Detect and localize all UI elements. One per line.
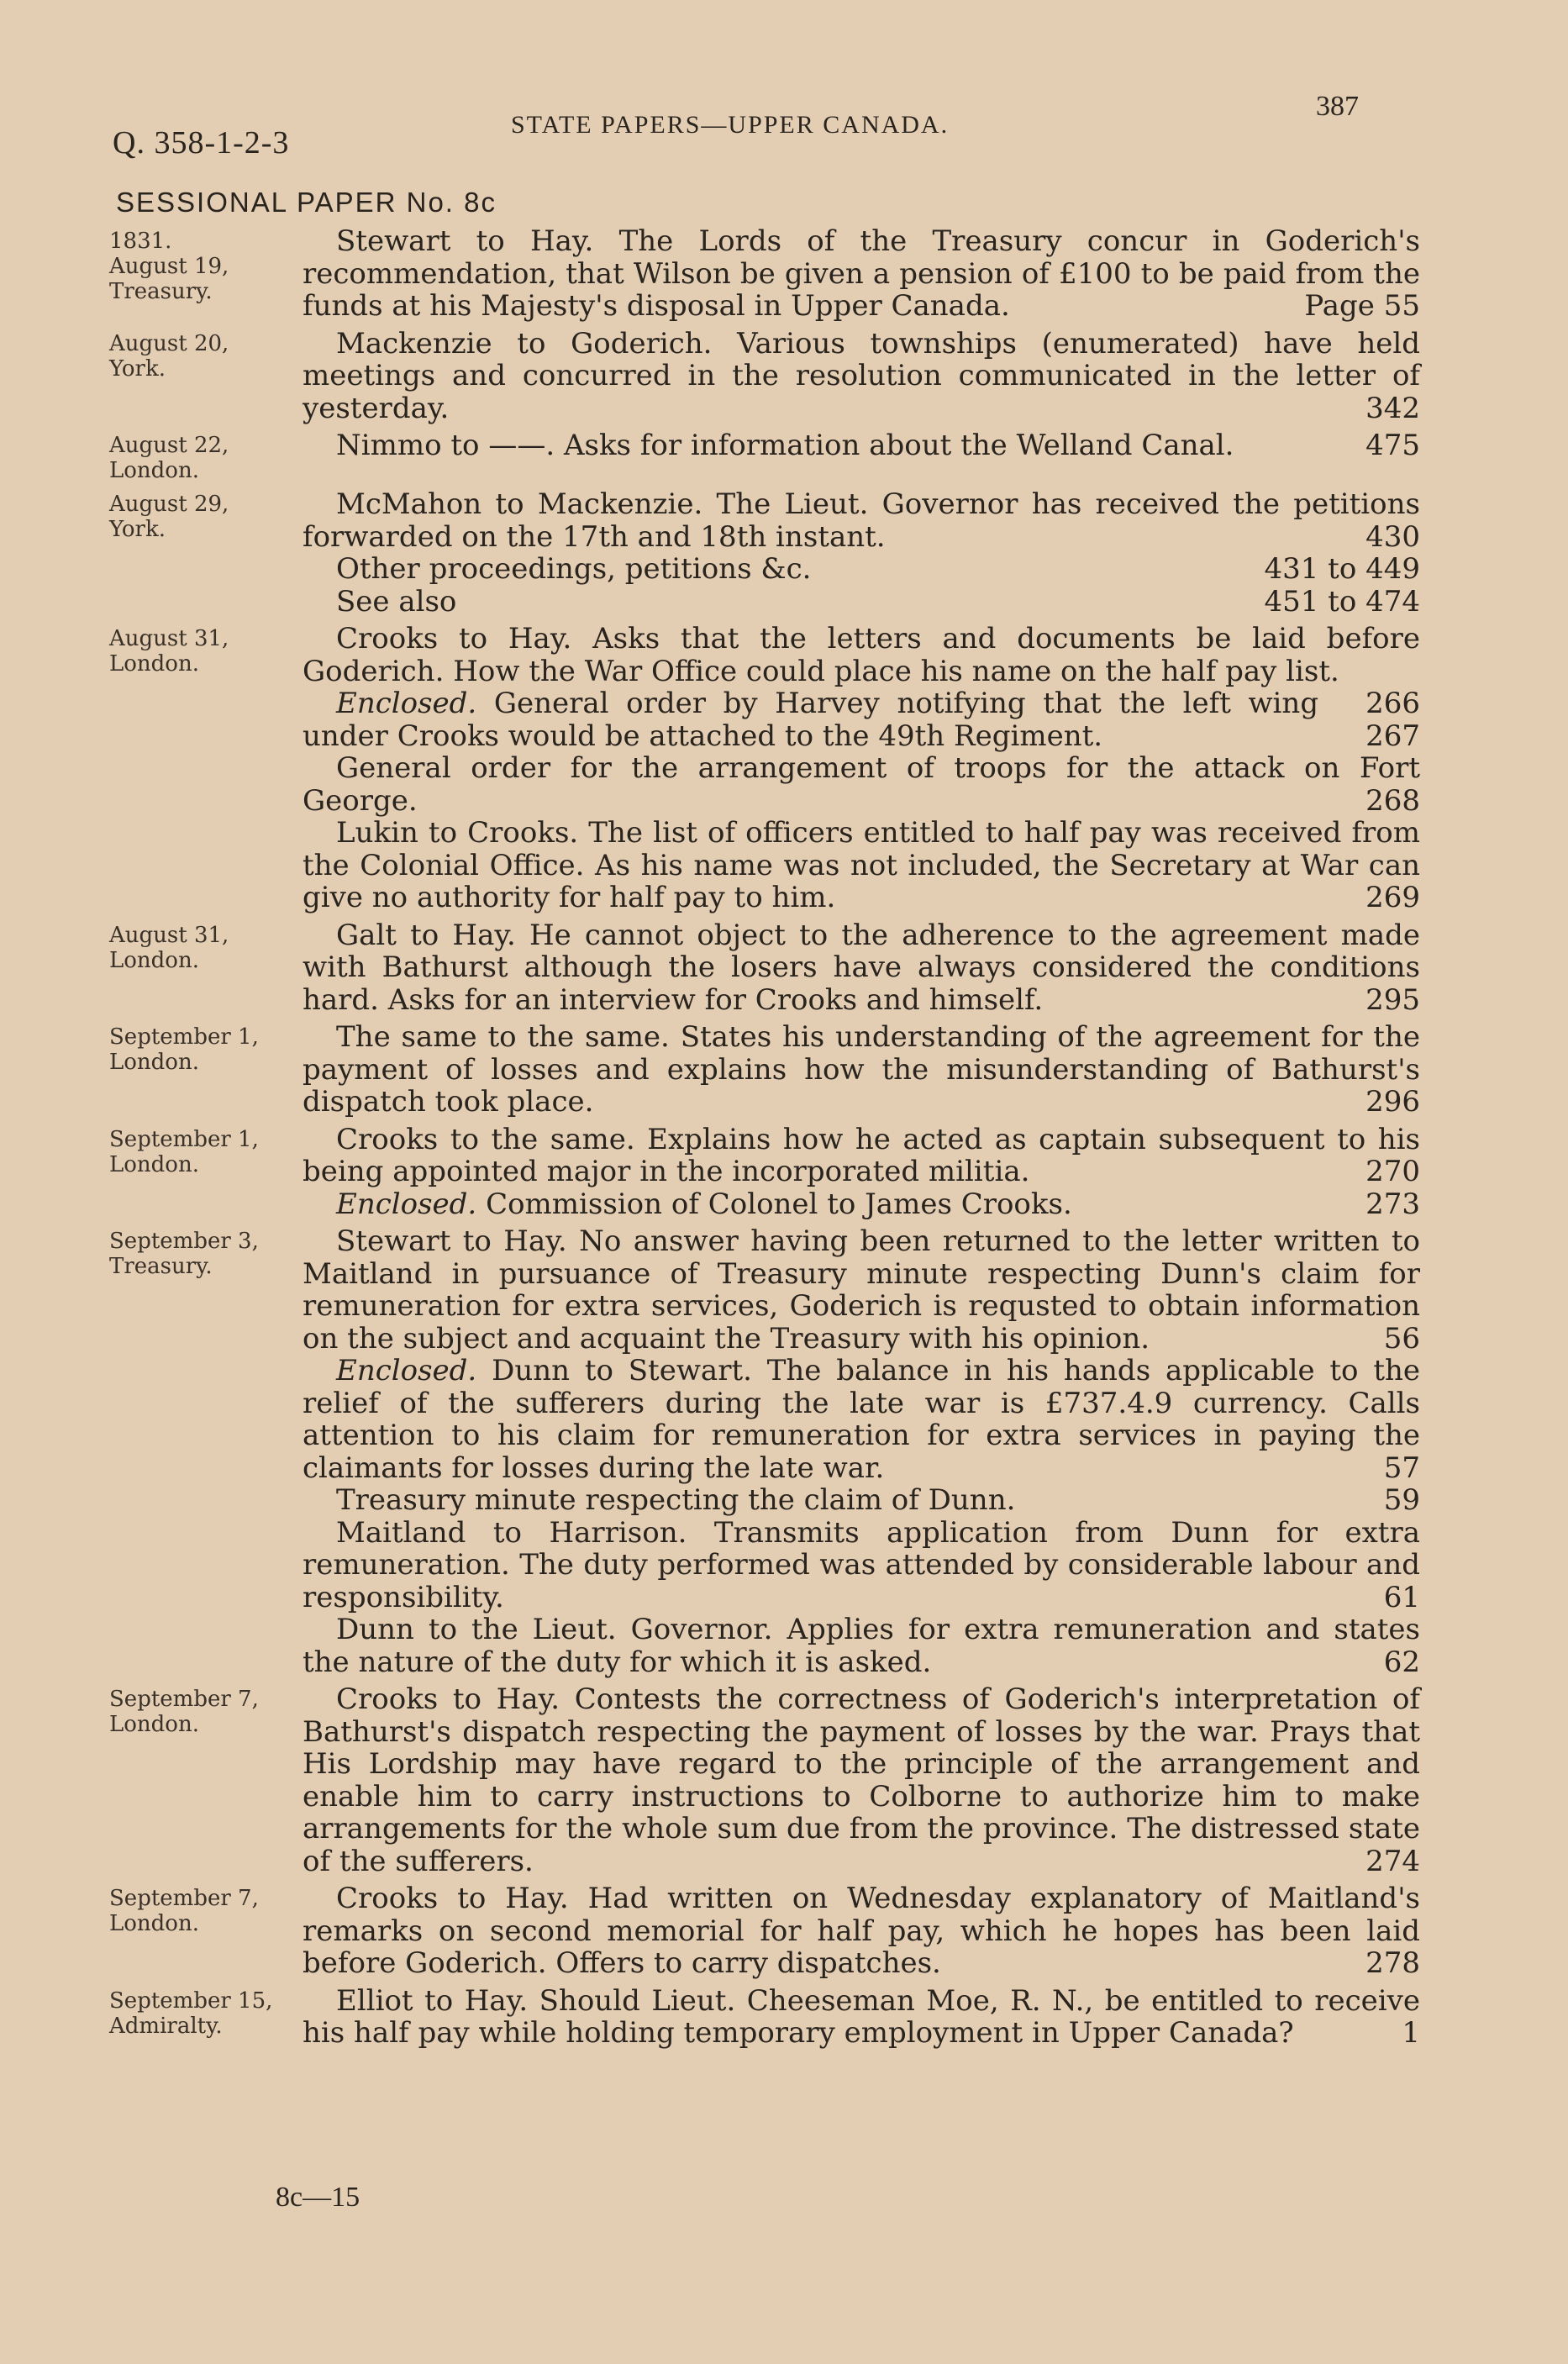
entry-date-line: York. [109,517,166,542]
entry-body [303,1021,1420,1119]
archive-reference: Q. 358-1-2-3 [113,125,290,161]
entry-text: McMahon to Mackenzie. The Lieut. Governor has received the petitions forwarded on the 17th and 18th instant. [303,487,1420,554]
page-reference: 59 [1383,1483,1420,1517]
entry-date-line: August 22, [109,433,229,458]
entry-body [303,1683,1420,1877]
entry-text: General order for the arrangement of troops for the attack on Fort George. [303,751,1420,818]
entry-date [109,429,303,483]
entry-body [303,623,1420,914]
entry-text: See also [336,584,457,619]
entry-body [303,919,1420,1017]
entry-paragraph [303,553,1420,586]
entry-body [303,225,1420,323]
entry-date-line: September 3, [109,1229,259,1254]
page-reference: 266 [1365,687,1420,720]
page-reference: Page 55 [1304,289,1420,323]
calendar-entry [109,623,1420,914]
page-reference: 270 [1365,1155,1420,1188]
entry-date-line: August 20, [109,330,229,356]
entry-body [303,429,1420,483]
entry-date [109,1225,303,1678]
page-reference: 267 [1365,719,1420,753]
entry-text: Galt to Hay. He cannot object to the adherence to the agreement made with Bathurst although the losers have always considered the conditions hard. Asks for an interview for Crooks and himself. [303,918,1420,1017]
entry-text: Other proceedings, petitions &c. [336,552,812,586]
entry-paragraph [303,1124,1420,1188]
entry-paragraph [303,687,1420,752]
entry-date-line: September 7, [109,1687,259,1712]
entry-paragraph [303,429,1420,462]
calendar-entry [109,1124,1420,1221]
page-reference: 62 [1383,1645,1420,1679]
page-reference: 295 [1365,982,1420,1017]
entry-paragraph [303,328,1420,425]
entry-date-line: Treasury. [109,1254,213,1279]
entry-date [109,1124,303,1221]
entry-body [303,1124,1420,1221]
page-reference: 451 to 474 [1264,584,1420,619]
entry-date-line: August 31, [109,922,229,948]
calendar-entry [109,919,1420,1017]
page-reference: 342 [1365,391,1420,425]
entry-text: Treasury minute respecting the claim of Dunn. [336,1483,1016,1517]
page-reference: 430 [1365,519,1420,554]
page-reference: 56 [1383,1321,1420,1356]
page-reference: 278 [1365,1946,1420,1980]
entry-text: Nimmo to ——. Asks for information about the Welland Canal. [336,429,1234,462]
entry-text: Elliot to Hay. Should Lieut. Cheeseman Moe, R. N., be entitled to receive his half pay while holding temporary employment in Upper Canada? [303,1983,1420,2050]
calendar-entry [109,225,1420,323]
entry-date [109,1985,303,2050]
entry-text: Crooks to Hay. Had written on Wednesday explanatory of Maitland's remarks on second memorial for half pay, which he hopes has been laid before Goderich. Offers to carry dispatches. [303,1882,1420,1980]
entry-text: Dunn to Stewart. The balance in his hands applicable to the relief of the sufferers during the late war is £737.4.9 currency. Calls attention to his claim for remuneration for extra services in paying the claimants for losses during the late war. [303,1354,1420,1485]
entry-body [303,1985,1420,2050]
entry-text: Maitland to Harrison. Transmits application from Dunn for extra remuneration. The duty performed was attended by considerable labour and responsibility. [303,1515,1420,1614]
entry-paragraph [303,488,1420,553]
entry-date-line: London. [109,1151,199,1177]
entry-date-line: London. [109,1712,199,1737]
page-reference: 475 [1365,429,1420,462]
entry-paragraph [303,752,1420,817]
entry-paragraph [303,817,1420,914]
entry-paragraph [303,225,1420,323]
entry-date-line: London. [109,651,199,677]
entry-date [109,488,303,618]
sessional-paper-label: SESSIONAL PAPER No. 8c [116,187,497,218]
entry-body [303,1882,1420,1980]
calendar-entry [109,1683,1420,1877]
entry-date-line: August 29, [109,492,229,517]
entry-text: Lukin to Crooks. The list of officers entitled to half pay was received from the Colonial Office. As his name was not included, the Secretary at War can give no authority for half pay to him. [303,816,1420,914]
page-reference: 1 [1402,2016,1420,2050]
page-reference: 61 [1383,1580,1420,1614]
entry-paragraph [303,1021,1420,1119]
entry-paragraph [303,1683,1420,1877]
calendar-entry [109,1225,1420,1678]
calendar-entry [109,1882,1420,1980]
running-title: STATE PAPERS—UPPER CANADA. [511,111,950,139]
entry-body [303,328,1420,425]
entry-date-line: September 15, [109,1988,273,2014]
entry-date-line: August 31, [109,626,229,651]
entry-date [109,1882,303,1980]
entry-date-line: London. [109,947,199,973]
entry-date [109,225,303,323]
entry-date-line: York. [109,355,166,382]
entry-body [303,1225,1420,1678]
signature-mark: 8c—15 [276,2182,360,2213]
entry-date-line: September 1, [109,1024,259,1050]
entry-text: Dunn to the Lieut. Governor. Applies for extra remuneration and states the nature of the duty for which it is asked. [303,1613,1420,1679]
entry-date [109,623,303,914]
entry-date-line: 1831. [109,229,172,254]
page-number: 387 [1316,91,1359,122]
entry-text: General order by Harvey notifying that the left wing under Crooks would be attached to the 49th Regiment. [303,687,1319,753]
entry-date [109,328,303,425]
entry-date-line: September 1, [109,1126,259,1152]
calendar-entry [109,1985,1420,2050]
entry-paragraph [303,1355,1420,1484]
calendar-entry [109,328,1420,425]
entry-date-line: Admiralty. [109,2013,223,2039]
entry-text: Crooks to the same. Explains how he acted as captain subsequent to his being appointed major in the incorporated militia. [303,1122,1420,1188]
page-reference: 269 [1365,881,1420,914]
entry-paragraph [303,1882,1420,1980]
entry-date-line: London. [109,1050,199,1075]
entry-text: Crooks to Hay. Asks that the letters and documents be laid before Goderich. How the War Office could place his name on the half pay list. [303,622,1420,688]
entry-date [109,1021,303,1119]
entry-paragraph [303,919,1420,1017]
calendar-entry [109,488,1420,618]
entry-date-line: London. [109,458,199,483]
page-reference: 268 [1365,783,1420,818]
entry-text: Stewart to Hay. No answer having been returned to the letter written to Maitland in pursuance of Treasury minute respecting Dunn's claim for remuneration for extra services, Goderich is requsted to obtain information on the subject and acquaint the Treasury with his opinion. [303,1224,1420,1356]
entry-text: Stewart to Hay. The Lords of the Treasury concur in Goderich's recommendation, that Wilson be given a pension of £100 to be paid from the funds at his Majesty's disposal in Upper Canada. [303,224,1420,323]
calendar-entry [109,429,1420,483]
entry-body [303,488,1420,618]
entry-paragraph [303,1614,1420,1678]
entry-paragraph [303,586,1420,619]
page-reference: 431 to 449 [1264,552,1420,586]
entry-date-line: London. [109,1911,199,1936]
enclosed-label: Enclosed. [336,1354,477,1387]
entry-paragraph [303,1517,1420,1614]
calendar-entries [109,225,1420,2055]
entry-paragraph [303,1484,1420,1517]
enclosed-label: Enclosed. [336,687,477,720]
entry-text: Commission of Colonel to James Crooks. [486,1187,1072,1221]
page-reference: 296 [1365,1085,1420,1119]
entry-paragraph [303,1225,1420,1355]
entry-paragraph [303,1188,1420,1221]
entry-date [109,1683,303,1877]
entry-date-line: Treasury. [109,279,213,304]
entry-date-line: September 7, [109,1886,259,1911]
calendar-entry [109,1021,1420,1119]
enclosed-label: Enclosed. [336,1187,477,1221]
page-reference: 273 [1365,1187,1420,1221]
page-reference: 274 [1365,1844,1420,1878]
entry-date [109,919,303,1017]
entry-date-line: August 19, [109,254,229,279]
entry-paragraph [303,1985,1420,2050]
page-reference: 57 [1383,1451,1420,1485]
entry-text: The same to the same. States his understanding of the agreement for the payment of losses and explains how the misunderstanding of Bathurst's dispatch took place. [303,1020,1420,1119]
entry-text: Mackenzie to Goderich. Various townships (enumerated) have held meetings and concurred in the resolution communicated in the letter of yesterday. [303,326,1420,425]
entry-text: Crooks to Hay. Contests the correctness of Goderich's interpretation of Bathurst's dispatch respecting the payment of losses by the war. Prays that His Lordship may have regard to the principle of the arrangement and enable him to carry instructions to Colborne to authorize him to make arrangements for the whole sum due from the province. The distressed state of the sufferers. [303,1682,1420,1878]
